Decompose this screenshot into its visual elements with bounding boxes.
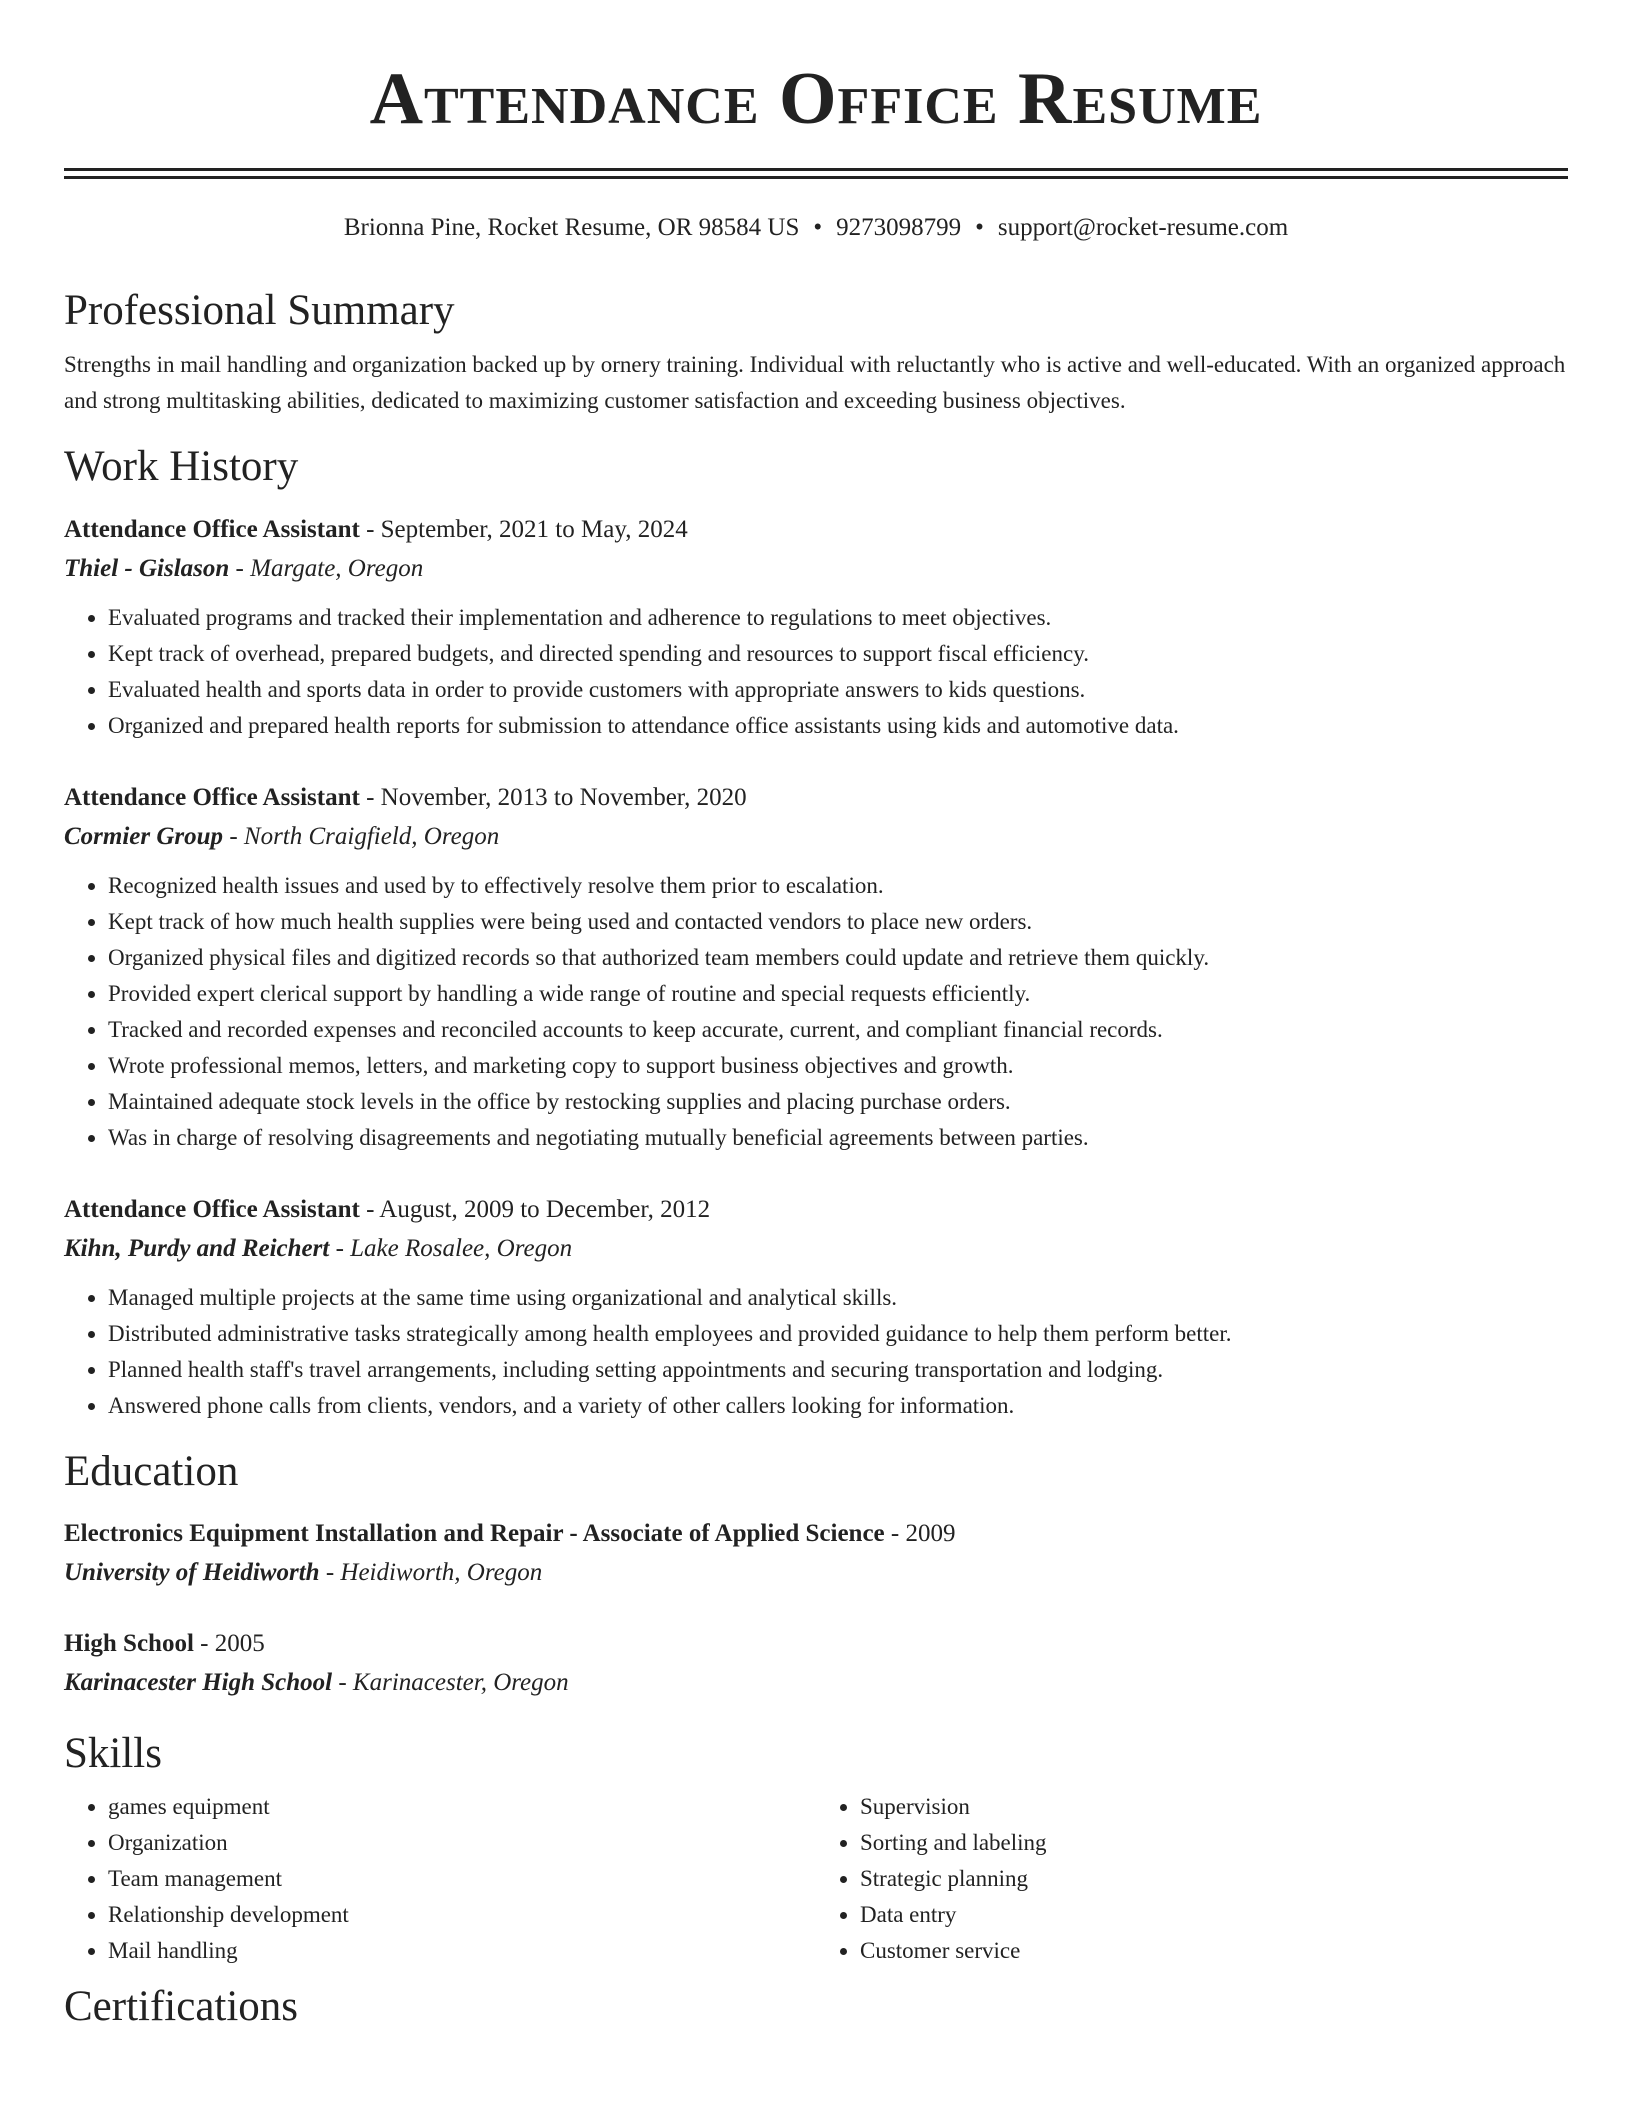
skill-item: • Team management (108, 1861, 816, 1897)
school: Karinacester High School (64, 1668, 333, 1696)
contact-separator: • (975, 214, 984, 241)
skills-left-column (64, 1789, 816, 1969)
skills-columns (64, 1789, 1568, 1969)
job-dates: - November, 2013 to November, 2020 (359, 784, 747, 812)
job-bullet: • Recognized health issues and used by to effectively resolve them prior to escalation. (108, 868, 1568, 904)
degree: High School (64, 1629, 194, 1657)
job-company: Thiel - Gislason (64, 555, 230, 583)
job-location: - Margate, Oregon (229, 555, 424, 583)
skill-item: • games equipment (108, 1789, 816, 1825)
skills-heading: Skills (64, 1729, 162, 1777)
job-bullet: • Maintained adequate stock levels in the office by restocking supplies and placing purchase orders. (108, 1084, 1568, 1120)
skill-item: • Strategic planning (860, 1861, 1568, 1897)
skill-item: • Relationship development (108, 1897, 816, 1933)
job-title: Attendance Office Assistant (64, 784, 360, 812)
job-bullet: • Evaluated programs and tracked their implementation and adherence to regulations to meet objectives. (108, 600, 1568, 636)
contact-email: support@rocket-resume.com (997, 214, 1289, 241)
job-dates: - September, 2021 to May, 2024 (359, 516, 688, 544)
job-bullet: • Answered phone calls from clients, vendors, and a variety of other callers looking for information. (108, 1388, 1568, 1424)
job-bullet: • Organized and prepared health reports for submission to attendance office assistants using kids and automotive data. (108, 708, 1568, 744)
job-company-line (64, 817, 1568, 856)
contact-address: Brionna Pine, Rocket Resume, OR 98584 US (343, 214, 800, 241)
job-entry (64, 1190, 1568, 1424)
job-dates: - August, 2009 to December, 2012 (359, 1196, 711, 1224)
job-company: Kihn, Purdy and Reichert (64, 1235, 330, 1263)
education-entry (64, 1624, 1568, 1702)
title-double-rule (64, 168, 1568, 179)
job-company-line (64, 1229, 1568, 1268)
job-bullet: • Planned health staff's travel arrangements, including setting appointments and securing transportation and lodging. (108, 1352, 1568, 1388)
contact-separator: • (813, 214, 823, 241)
skill-item: • Sorting and labeling (860, 1825, 1568, 1861)
job-bullets (64, 1280, 1568, 1424)
school-line (64, 1553, 1568, 1592)
job-company: Cormier Group (64, 823, 224, 851)
skills-right-column (816, 1789, 1568, 1969)
job-title-line (64, 778, 1568, 817)
contact-phone: 9273098799 (836, 214, 962, 241)
summary-text: Strengths in mail handling and organization backed up by ornery training. Individual with reluctantly who is active and well-educated. With an organized approach and strong multitasking abilities, dedicated to maximizing customer satisfaction and exceeding business objectives. (64, 351, 1566, 413)
job-location: - Lake Rosalee, Oregon (329, 1235, 573, 1263)
job-bullet: • Managed multiple projects at the same time using organizational and analytical skills. (108, 1280, 1568, 1316)
job-bullets (64, 868, 1568, 1156)
job-bullet: • Provided expert clerical support by handling a wide range of routine and special requests efficiently. (108, 976, 1568, 1012)
job-bullet: • Wrote professional memos, letters, and marketing copy to support business objectives and growth. (108, 1048, 1568, 1084)
education-entry (64, 1514, 1568, 1592)
job-entry (64, 778, 1568, 1156)
job-title: Attendance Office Assistant (64, 1196, 360, 1224)
school: University of Heidiworth (64, 1558, 320, 1586)
school-line (64, 1663, 1568, 1702)
job-bullet: • Was in charge of resolving disagreements and negotiating mutually beneficial agreements between parties. (108, 1120, 1568, 1156)
school-location: - Karinacester, Oregon (332, 1668, 569, 1696)
school-location: - Heidiworth, Oregon (319, 1558, 543, 1586)
summary-heading: Professional Summary (64, 287, 455, 334)
degree-line (64, 1514, 1568, 1553)
job-bullets (64, 600, 1568, 744)
job-bullet: • Organized physical files and digitized records so that authorized team members could update and retrieve them quickly. (108, 940, 1568, 976)
work-history-heading: Work History (64, 442, 299, 490)
resume-title: Attendance Office Resume (369, 58, 1263, 140)
certifications-heading: Certifications (64, 1983, 299, 2031)
job-entry (64, 510, 1568, 744)
degree-year: - 2005 (193, 1629, 265, 1657)
job-bullet: • Kept track of overhead, prepared budgets, and directed spending and resources to support fiscal efficiency. (108, 636, 1568, 672)
job-bullet: • Evaluated health and sports data in order to provide customers with appropriate answers to kids questions. (108, 672, 1568, 708)
skill-item: • Customer service (860, 1933, 1568, 1969)
skill-item: • Supervision (860, 1789, 1568, 1825)
skill-item: • Mail handling (108, 1933, 816, 1969)
job-title-line (64, 510, 1568, 549)
contact-line (64, 213, 1568, 243)
job-company-line (64, 549, 1568, 588)
degree-line (64, 1624, 1568, 1663)
job-title: Attendance Office Assistant (64, 516, 360, 544)
job-title-line (64, 1190, 1568, 1229)
job-bullet: • Distributed administrative tasks strategically among health employees and provided guidance to help them perform better. (108, 1316, 1568, 1352)
skill-item: • Organization (108, 1825, 816, 1861)
job-location: - North Craigfield, Oregon (223, 823, 500, 851)
job-bullet: • Kept track of how much health supplies were being used and contacted vendors to place new orders. (108, 904, 1568, 940)
skill-item: • Data entry (860, 1897, 1568, 1933)
job-bullet: • Tracked and recorded expenses and reconciled accounts to keep accurate, current, and compliant financial records. (108, 1012, 1568, 1048)
education-heading: Education (64, 1448, 239, 1496)
degree: Electronics Equipment Installation and Repair - Associate of Applied Science (64, 1519, 885, 1547)
degree-year: - 2009 (884, 1519, 956, 1547)
